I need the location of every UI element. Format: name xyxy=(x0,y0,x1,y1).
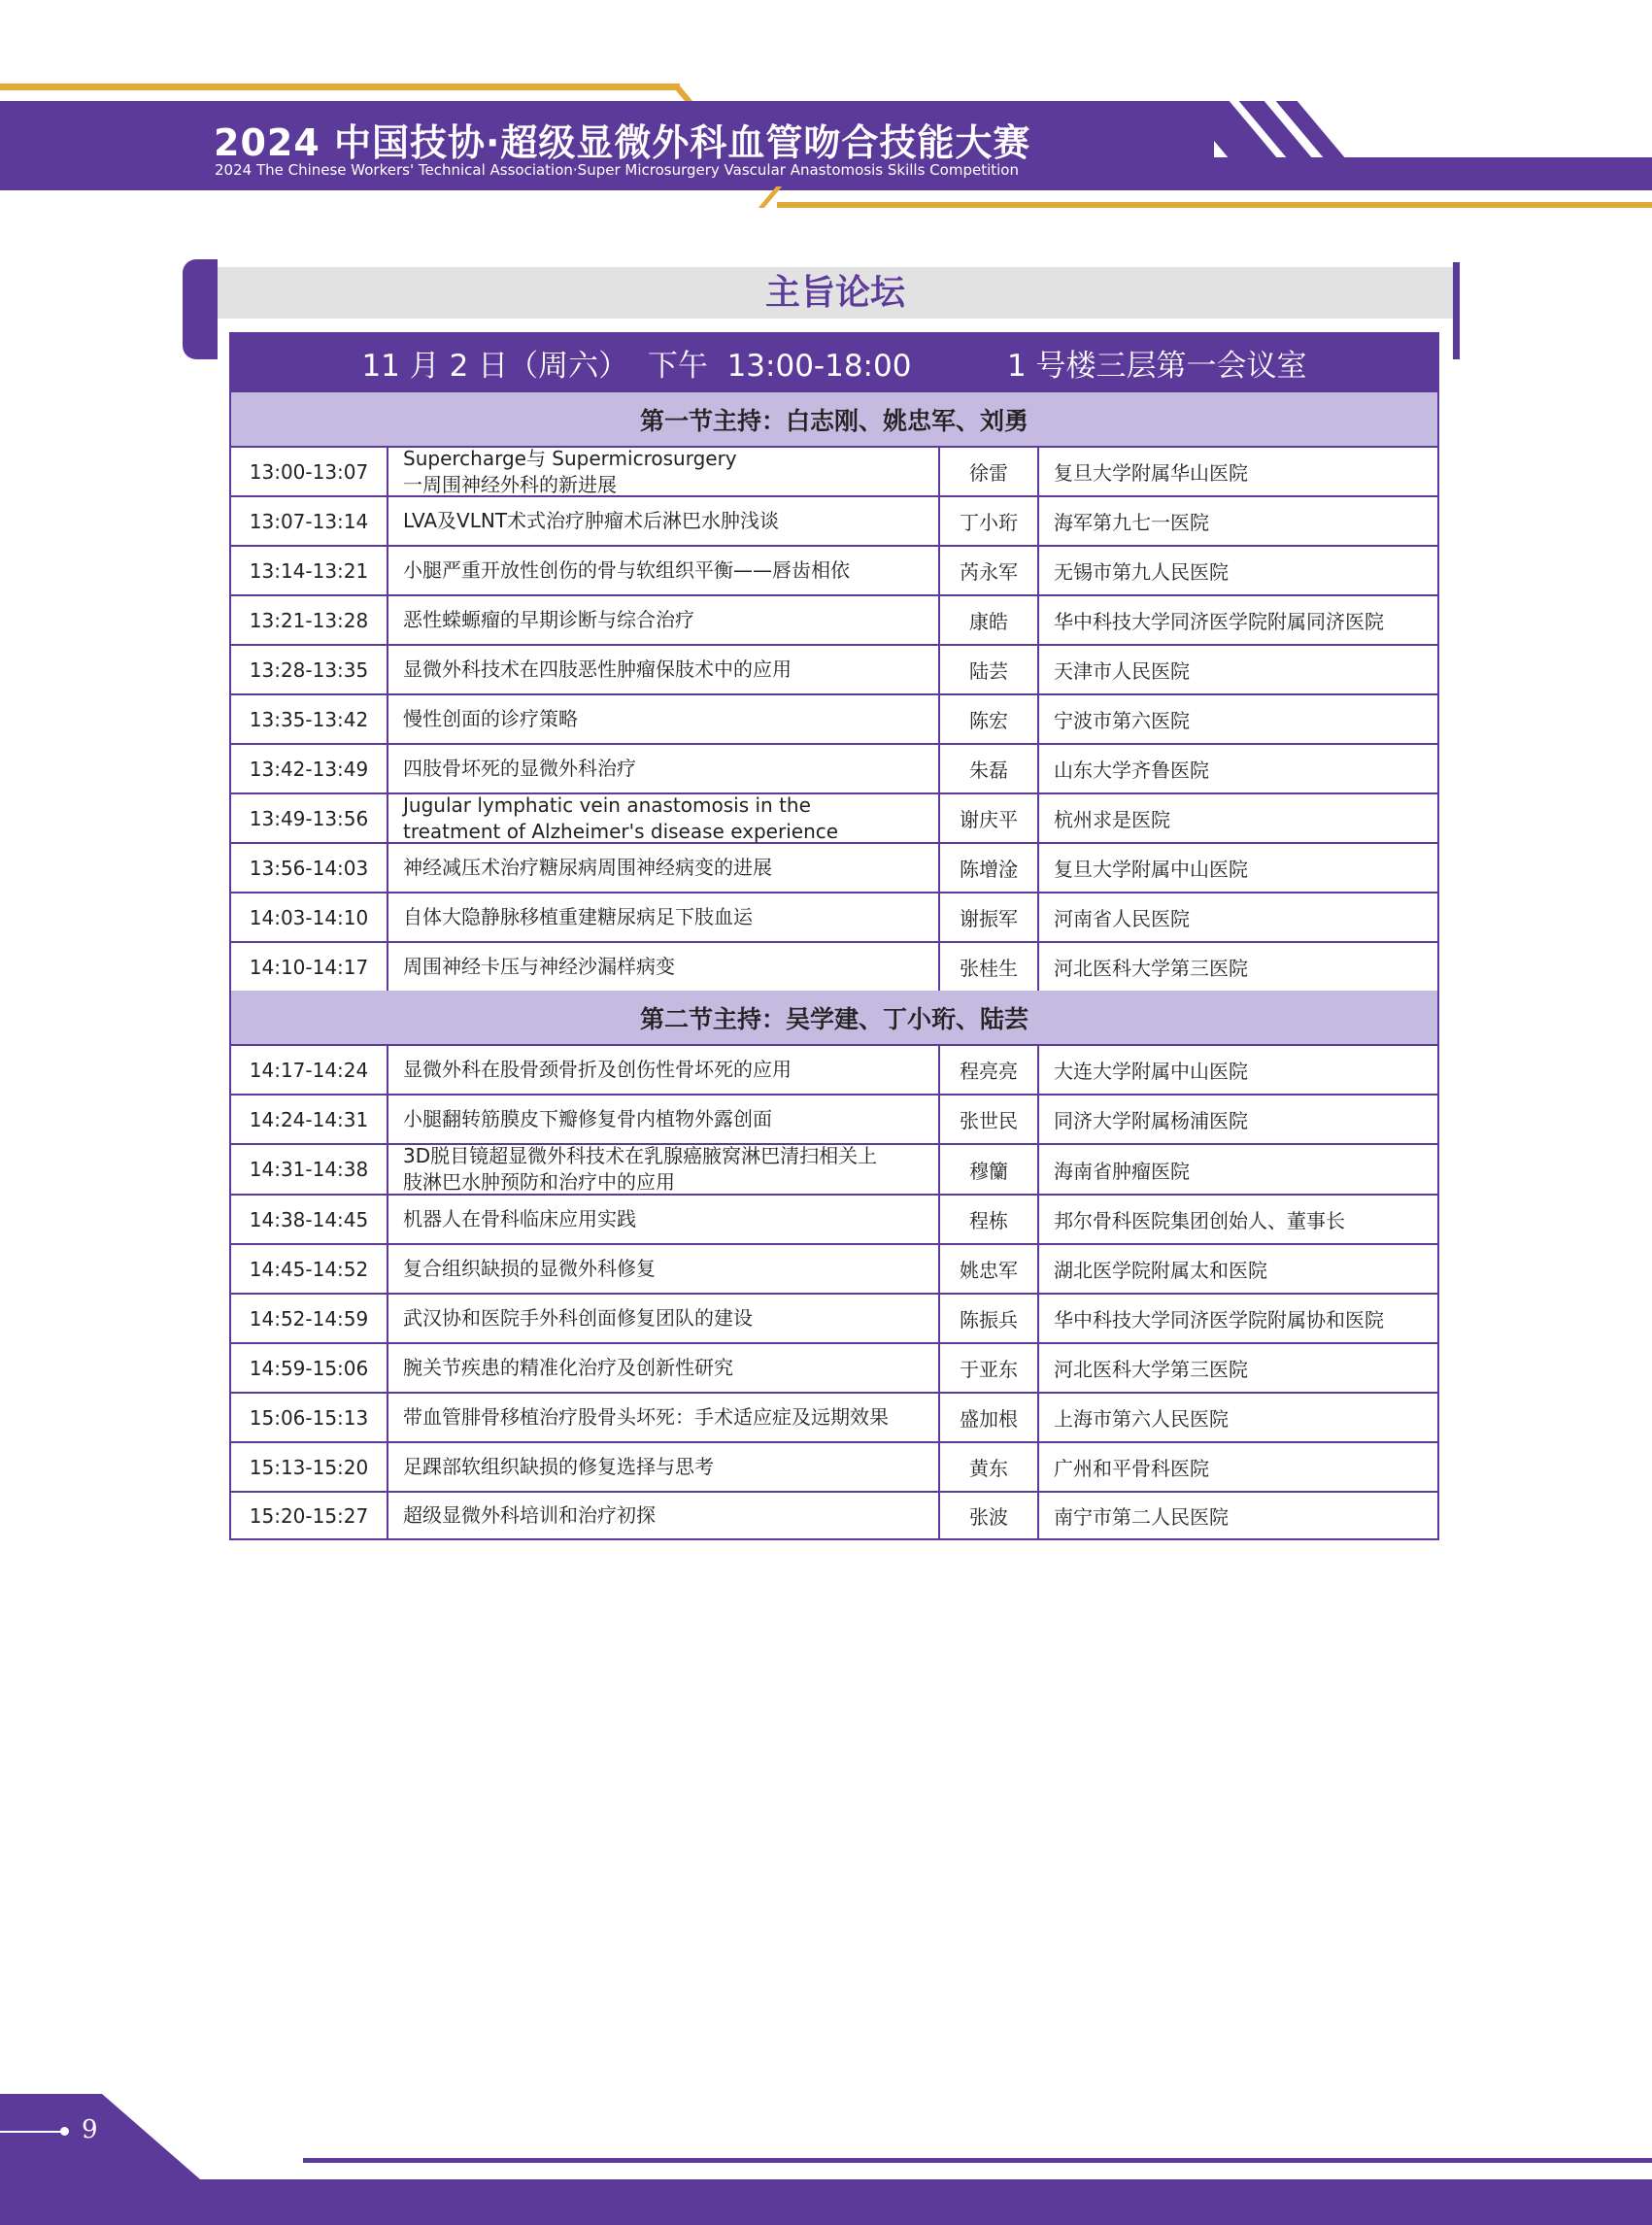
organization-cell: 海南省肿瘤医院 xyxy=(1054,1159,1190,1183)
table-row xyxy=(229,693,1439,743)
organization-cell: 河北医科大学第三医院 xyxy=(1054,1358,1248,1381)
header-subtitle: 2024 The Chinese Workers' Technical Association·Super Microsurgery Vascular Anastomosis Skills Competition xyxy=(215,161,1019,179)
organization-cell: 湖北医学院附属太和医院 xyxy=(1054,1259,1267,1282)
section-bracket-right xyxy=(1453,262,1460,359)
speaker-cell: 张桂生 xyxy=(940,943,1039,991)
time-cell: 13:49-13:56 xyxy=(231,794,388,842)
speaker-cell: 谢振军 xyxy=(940,893,1039,941)
topic-cell xyxy=(388,695,940,743)
footer-band xyxy=(0,2179,1652,2225)
organization-cell: 海军第九七一医院 xyxy=(1054,511,1209,534)
speaker-cell: 程亮亮 xyxy=(940,1046,1039,1094)
section-title: 主旨论坛 xyxy=(764,273,905,313)
speaker-cell: 盛加根 xyxy=(940,1394,1039,1441)
topic-line: 显微外科技术在四肢恶性肿瘤保肢术中的应用 xyxy=(403,657,792,681)
topic-cell xyxy=(388,448,940,495)
speaker-cell: 黄东 xyxy=(940,1443,1039,1491)
table-row xyxy=(229,1143,1439,1194)
time-cell: 13:56-14:03 xyxy=(231,844,388,892)
table-row xyxy=(229,941,1439,991)
footer-page-line xyxy=(0,2131,63,2133)
topic-cell xyxy=(388,1145,940,1194)
topic-line: 复合组织缺损的显微外科修复 xyxy=(403,1257,656,1280)
time-cell: 13:42-13:49 xyxy=(231,745,388,792)
organization-cell: 上海市第六人民医院 xyxy=(1054,1407,1229,1431)
speaker-cell: 徐雷 xyxy=(940,448,1039,495)
table-row xyxy=(229,1342,1439,1392)
time-cell: 13:21-13:28 xyxy=(231,596,388,644)
time-cell: 13:28-13:35 xyxy=(231,646,388,693)
table-row xyxy=(229,594,1439,644)
table-row xyxy=(229,1194,1439,1243)
organization-cell: 宁波市第六医院 xyxy=(1054,709,1190,732)
time-cell: 13:14-13:21 xyxy=(231,547,388,594)
topic-line: 恶性蝾螈瘤的早期诊断与综合治疗 xyxy=(403,608,694,631)
organization-cell: 山东大学齐鲁医院 xyxy=(1054,759,1209,782)
topic-line: LVA及VLNT术式治疗肿瘤术后淋巴水肿浅谈 xyxy=(403,509,780,532)
table-row xyxy=(229,1044,1439,1094)
organization-cell: 天津市人民医院 xyxy=(1054,659,1190,683)
table-row xyxy=(229,1441,1439,1491)
speaker-cell: 朱磊 xyxy=(940,745,1039,792)
table-row xyxy=(229,1392,1439,1441)
organization-cell: 河北医科大学第三医院 xyxy=(1054,957,1248,980)
topic-line: 四肢骨坏死的显微外科治疗 xyxy=(403,757,636,780)
topic-cell xyxy=(388,497,940,545)
table-row xyxy=(229,495,1439,545)
topic-cell xyxy=(388,943,940,991)
speaker-cell: 穆籣 xyxy=(940,1145,1039,1194)
speaker-cell: 于亚东 xyxy=(940,1344,1039,1392)
table-row xyxy=(229,545,1439,594)
time-cell: 14:03-14:10 xyxy=(231,893,388,941)
topic-line: 神经减压术治疗糖尿病周围神经病变的进展 xyxy=(403,856,772,879)
time-cell: 13:07-13:14 xyxy=(231,497,388,545)
organization-cell: 华中科技大学同济医学院附属同济医院 xyxy=(1054,610,1384,633)
organization-cell: 河南省人民医院 xyxy=(1054,907,1190,930)
time-cell: 15:13-15:20 xyxy=(231,1443,388,1491)
table-row xyxy=(229,1491,1439,1540)
table-row xyxy=(229,842,1439,892)
organization-cell: 同济大学附属杨浦医院 xyxy=(1054,1109,1248,1132)
topic-cell xyxy=(388,1196,940,1243)
table-row xyxy=(229,446,1439,495)
topic-line: treatment of Alzheimer's disease experience xyxy=(403,819,839,843)
header-band-tail xyxy=(1214,157,1652,190)
table-row xyxy=(229,743,1439,792)
header-title: 2024 中国技协·超级显微外科血管吻合技能大赛 xyxy=(214,121,1031,164)
session-host-row: 第二节主持：吴学建、丁小珩、陆芸 xyxy=(229,991,1439,1044)
speaker-cell: 陈宏 xyxy=(940,695,1039,743)
footer-page-dot xyxy=(60,2127,69,2136)
topic-line: 武汉协和医院手外科创面修复团队的建设 xyxy=(403,1306,753,1330)
speaker-cell: 姚忠军 xyxy=(940,1245,1039,1293)
time-cell: 14:45-14:52 xyxy=(231,1245,388,1293)
organization-cell: 广州和平骨科医院 xyxy=(1054,1457,1209,1480)
header-gold-line-bottom xyxy=(777,202,1652,208)
table-row xyxy=(229,892,1439,941)
time-cell: 14:10-14:17 xyxy=(231,943,388,991)
topic-line: 机器人在骨科临床应用实践 xyxy=(403,1207,636,1230)
topic-cell xyxy=(388,794,940,842)
topic-line: 超级显微外科培训和治疗初探 xyxy=(403,1503,656,1527)
time-cell: 13:00-13:07 xyxy=(231,448,388,495)
table-row xyxy=(229,644,1439,693)
speaker-cell: 陈增淦 xyxy=(940,844,1039,892)
speaker-cell: 丁小珩 xyxy=(940,497,1039,545)
topic-cell xyxy=(388,1443,940,1491)
topic-cell xyxy=(388,1096,940,1143)
session-host-row: 第一节主持：白志刚、姚忠军、刘勇 xyxy=(229,392,1439,446)
time-cell: 14:17-14:24 xyxy=(231,1046,388,1094)
header-gold-line-top xyxy=(0,84,680,90)
time-cell: 15:06-15:13 xyxy=(231,1394,388,1441)
topic-line: 腕关节疾患的精准化治疗及创新性研究 xyxy=(403,1356,733,1379)
organization-cell: 复旦大学附属华山医院 xyxy=(1054,461,1248,485)
table-row xyxy=(229,1293,1439,1342)
speaker-cell: 陈振兵 xyxy=(940,1295,1039,1342)
organization-cell: 华中科技大学同济医学院附属协和医院 xyxy=(1054,1308,1384,1332)
date-venue-row: 11 月 2 日（周六） 下午 13:00-18:00 1 号楼三层第一会议室 xyxy=(229,332,1439,392)
table-row xyxy=(229,1243,1439,1293)
speaker-cell: 张世民 xyxy=(940,1096,1039,1143)
topic-line: 带血管腓骨移植治疗股骨头坏死：手术适应症及远期效果 xyxy=(403,1405,889,1429)
organization-cell: 邦尔骨科医院集团创始人、董事长 xyxy=(1054,1209,1345,1232)
topic-line: Supercharge与 Supermicrosurgery xyxy=(403,446,737,470)
speaker-cell: 芮永军 xyxy=(940,547,1039,594)
time-cell: 13:35-13:42 xyxy=(231,695,388,743)
time-cell: 14:24-14:31 xyxy=(231,1096,388,1143)
time-cell: 14:38-14:45 xyxy=(231,1196,388,1243)
speaker-cell: 程栋 xyxy=(940,1196,1039,1243)
topic-cell xyxy=(388,893,940,941)
topic-cell xyxy=(388,1493,940,1538)
organization-cell: 南宁市第二人民医院 xyxy=(1054,1505,1229,1529)
topic-cell xyxy=(388,1245,940,1293)
topic-line: 慢性创面的诊疗策略 xyxy=(403,707,578,730)
topic-line: 小腿翻转筋膜皮下瓣修复骨内植物外露创面 xyxy=(403,1107,772,1130)
speaker-cell: 谢庆平 xyxy=(940,794,1039,842)
topic-cell xyxy=(388,1394,940,1441)
topic-cell xyxy=(388,596,940,644)
topic-line: 3D脱目镜超显微外科技术在乳腺癌腋窝淋巴清扫相关上 xyxy=(403,1144,878,1167)
topic-line: 肢淋巴水肿预防和治疗中的应用 xyxy=(403,1170,675,1194)
speaker-cell: 陆芸 xyxy=(940,646,1039,693)
schedule-table xyxy=(229,332,1439,1540)
time-cell: 14:52-14:59 xyxy=(231,1295,388,1342)
topic-line: 一周围神经外科的新进展 xyxy=(403,472,617,496)
speaker-cell: 康皓 xyxy=(940,596,1039,644)
topic-line: 足踝部软组织缺损的修复选择与思考 xyxy=(403,1455,714,1478)
section-bracket-left xyxy=(183,259,218,359)
organization-cell: 复旦大学附属中山医院 xyxy=(1054,858,1248,881)
time-cell: 15:20-15:27 xyxy=(231,1493,388,1538)
topic-cell xyxy=(388,1046,940,1094)
table-row xyxy=(229,792,1439,842)
topic-cell xyxy=(388,547,940,594)
time-cell: 14:31-14:38 xyxy=(231,1145,388,1194)
topic-line: 周围神经卡压与神经沙漏样病变 xyxy=(403,955,675,978)
topic-cell xyxy=(388,745,940,792)
footer-thin-line xyxy=(303,2158,1652,2163)
topic-line: 自体大隐静脉移植重建糖尿病足下肢血运 xyxy=(403,905,753,928)
speaker-cell: 张波 xyxy=(940,1493,1039,1538)
table-row xyxy=(229,1094,1439,1143)
organization-cell: 杭州求是医院 xyxy=(1054,808,1170,831)
page-number: 9 xyxy=(82,2115,98,2144)
topic-cell xyxy=(388,646,940,693)
organization-cell: 大连大学附属中山医院 xyxy=(1054,1060,1248,1083)
topic-line: 小腿严重开放性创伤的骨与软组织平衡——唇齿相依 xyxy=(403,558,850,582)
topic-cell xyxy=(388,1344,940,1392)
topic-line: Jugular lymphatic vein anastomosis in the xyxy=(403,792,811,817)
time-cell: 14:59-15:06 xyxy=(231,1344,388,1392)
topic-cell xyxy=(388,1295,940,1342)
topic-line: 显微外科在股骨颈骨折及创伤性骨坏死的应用 xyxy=(403,1058,792,1081)
topic-cell xyxy=(388,844,940,892)
organization-cell: 无锡市第九人民医院 xyxy=(1054,560,1229,584)
